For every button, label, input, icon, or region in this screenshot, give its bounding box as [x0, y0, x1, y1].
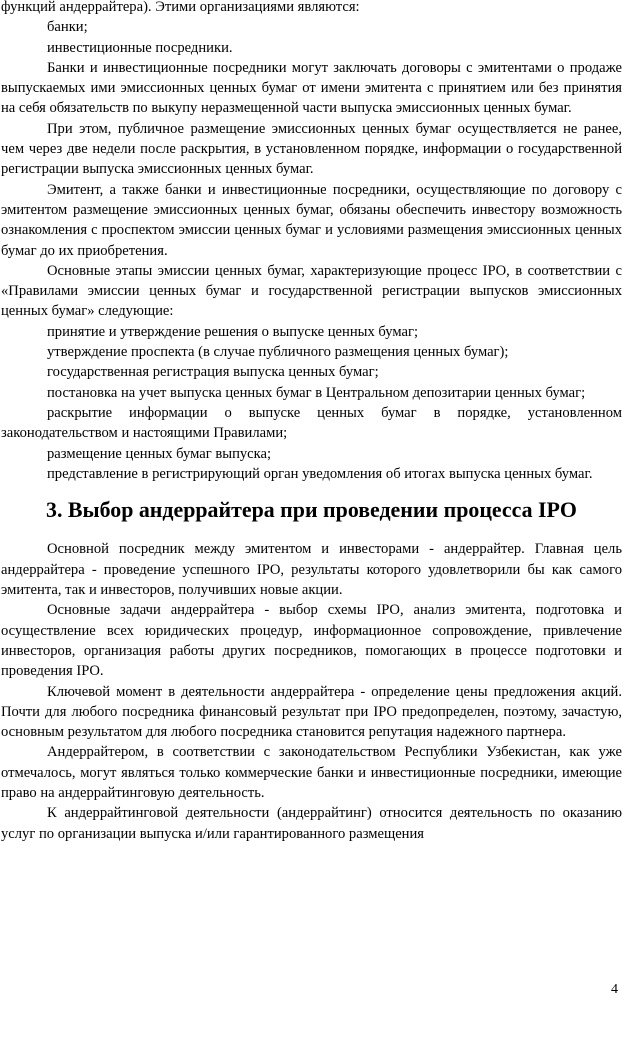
paragraph: Андеррайтером, в соответствии с законодательством Республики Узбекистан, как уже отмечалось, могут являться только коммерческие банки и инвестиционные посредники, имеющие право на андеррайтинговую деятельность. — [1, 744, 622, 801]
document-body — [1, 0, 622, 844]
paragraphs-top — [1, 0, 622, 484]
page-number: 4 — [611, 982, 618, 997]
section-heading: 3. Выбор андеррайтера при проведении процесса IPO — [46, 497, 577, 523]
list-item-investment-intermediaries: инвестиционные посредники. — [47, 39, 233, 56]
list-item-banks: банки; — [47, 19, 88, 36]
paragraph: Ключевой момент в деятельности андеррайтера - определение цены предложения акций. Почти для любого посредника финансовый результат при IPO предопределен, поэтому, зачастую, основным результатом для любого посредника становится репутация надежного партнера. — [1, 683, 622, 741]
paragraph: функций андеррайтера). Этими организациями являются: — [1, 0, 360, 15]
paragraph: Основной посредник между эмитентом и инвесторами - андеррайтер. Главная цель андеррайтера - проведение успешного IPO, результаты которого удовлетворили бы как самого эмитента, так и инвесторов, получивших новые акции. — [1, 541, 622, 599]
paragraph: Эмитент, а также банки и инвестиционные посредники, осуществляющие по договору с эмитентом размещение эмиссионных ценных бумаг, обязаны обеспечить инвестору возможность ознакомления с проспектом эмиссии ценных бумаг и условиями размещения эмиссионных ценных бумаг до их приобретения. — [1, 181, 622, 259]
paragraph: Банки и инвестиционные посредники могут заключать договоры с эмитентами о продаже выпускаемых ими эмиссионных ценных бумаг от имени эмитента с принятием или без принятия на себя обязательств по выкупу неразмещенной части выпуска эмиссионных ценных бумаг. — [1, 59, 622, 117]
paragraph: Основные этапы эмиссии ценных бумаг, характеризующие процесс IPO, в соответствии с «Правилами эмиссии ценных бумаг и государственной регистрации выпусков эмиссионных ценных бумаг» следующие: — [1, 262, 622, 320]
paragraph: Основные задачи андеррайтера - выбор схемы IPO, анализ эмитента, подготовка и осуществление всех юридических процедур, информационное сопровождение, привлечение инвесторов, организация работы других посредников, помогающих в процессе подготовки и проведения IPO. — [1, 602, 622, 680]
list-item-stage: раскрытие информации о выпуске ценных бумаг в порядке, установленном законодательством и настоящими Правилами; — [1, 404, 622, 442]
paragraph: К андеррайтинговой деятельности (андеррайтинг) относится деятельность по оказанию услуг по организации выпуска и/или гарантированного размещения — [1, 805, 622, 842]
list-item-stage: размещение ценных бумаг выпуска; — [47, 445, 272, 462]
paragraphs-bottom — [1, 539, 622, 843]
list-item-stage: государственная регистрация выпуска ценных бумаг; — [47, 364, 379, 381]
list-item-stage: утверждение проспекта (в случае публичного размещения ценных бумаг); — [47, 344, 509, 361]
list-item-stage: принятие и утверждение решения о выпуске ценных бумаг; — [47, 323, 419, 340]
list-item-stage: представление в регистрирующий орган уведомления об итогах выпуска ценных бумаг. — [47, 465, 593, 482]
list-item-stage: постановка на учет выпуска ценных бумаг в Центральном депозитарии ценных бумаг; — [47, 384, 586, 401]
spacer — [1, 520, 622, 539]
paragraph: При этом, публичное размещение эмиссионных ценных бумаг осуществляется не ранее, чем через две недели после раскрытия, в установленном порядке, информации о государственной регистрации выпуска эмиссионных ценных бумаг. — [1, 120, 622, 178]
